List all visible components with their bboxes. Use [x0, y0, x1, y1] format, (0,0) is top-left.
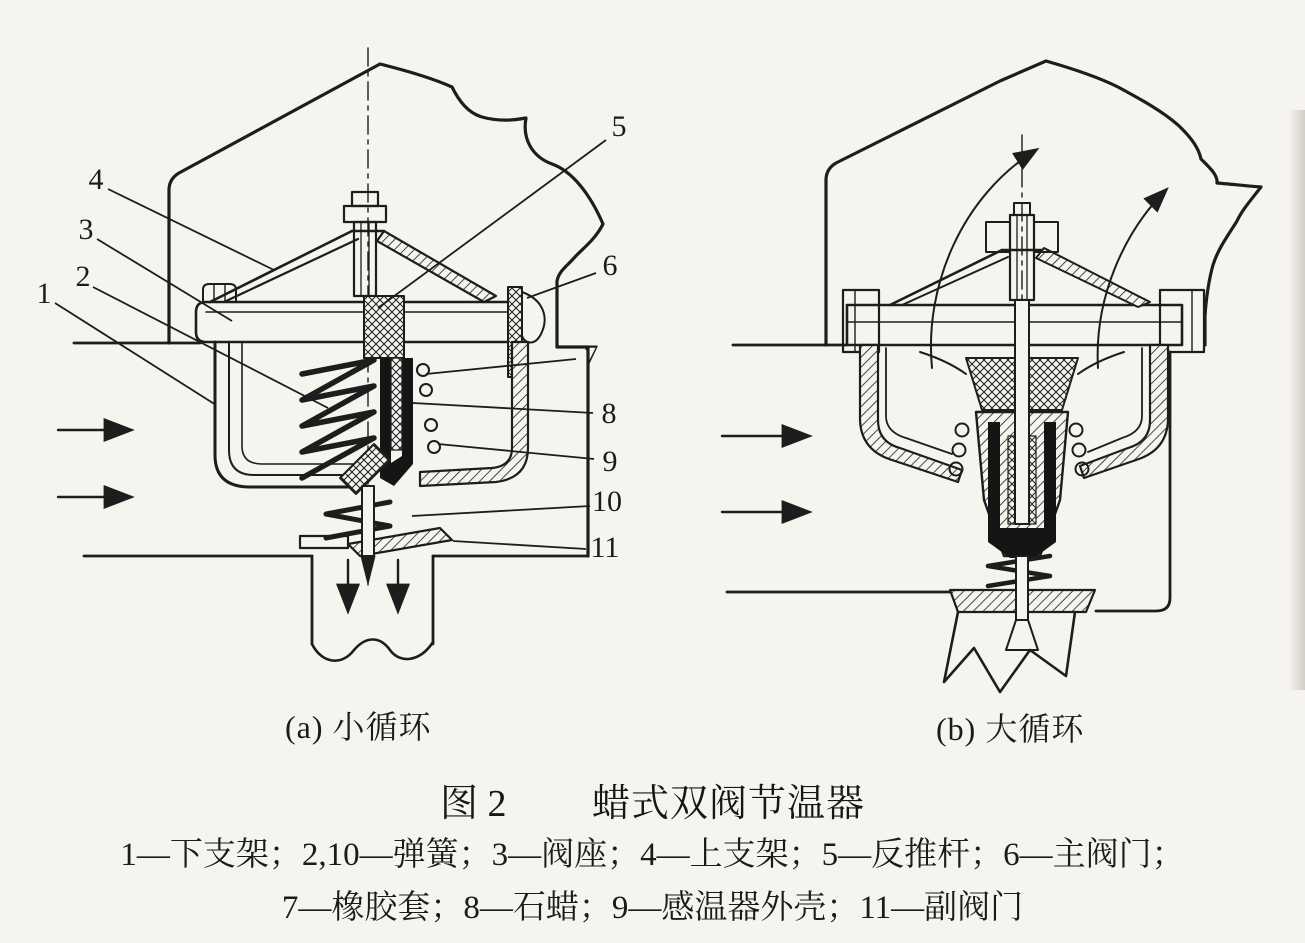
caption-panel-b: (b) 大循环 — [936, 711, 1085, 747]
part-callout-9: 9 — [602, 445, 618, 478]
leader-line-4 — [108, 189, 274, 270]
guide-column-a — [364, 296, 404, 358]
caption-panel-a: (a) 小循环 — [285, 709, 432, 745]
part-callout-10: 10 — [592, 485, 622, 518]
part-callout-5: 5 — [611, 110, 627, 143]
panel-a-drawing — [58, 48, 603, 661]
valve-stem-a — [362, 486, 374, 556]
part-callout-2: 2 — [75, 260, 91, 293]
leader-line-10 — [412, 506, 590, 516]
push-rod-shaft-b — [1015, 300, 1029, 524]
part-callout-8: 8 — [601, 397, 617, 430]
figure-title: 蜡式双阀节温器 — [592, 783, 866, 825]
rubber-sleeve-core-a — [391, 358, 402, 450]
leader-line-7 — [426, 359, 576, 374]
push-rod-bolt-a — [344, 192, 386, 296]
part-callout-4: 4 — [88, 163, 104, 196]
housing-outline-b — [826, 61, 1261, 345]
scan-edge-shadow — [1289, 110, 1305, 690]
leader-line-1 — [55, 303, 216, 405]
leader-line-6 — [527, 273, 596, 298]
bypass-valve-a — [300, 528, 452, 556]
legend-line-2: 7—橡胶套；8—石蜡；9—感温器外壳；11—副阀门 — [281, 890, 1024, 926]
valve-stem-tip-a — [361, 556, 375, 584]
leader-line-5 — [378, 140, 606, 308]
part-callout-7: 7 — [583, 339, 599, 372]
leader-line-3 — [97, 239, 232, 321]
main-flow-arrow-b-2 — [1098, 190, 1166, 368]
leader-line-8 — [413, 403, 593, 413]
valve-stem-b — [1016, 556, 1028, 620]
leader-line-2 — [93, 287, 328, 408]
part-callout-6: 6 — [602, 249, 618, 282]
leader-line-11 — [453, 541, 586, 549]
legend-line-1: 1—下支架；2,10—弹簧；3—阀座；4—上支架；5—反推杆；6—主阀门； — [120, 837, 1185, 873]
part-callout-11: 11 — [590, 531, 620, 564]
sensor-housing-coils-a — [417, 364, 440, 453]
lower-spring-a — [326, 502, 390, 538]
panel-b-drawing — [722, 61, 1261, 692]
valve-seat-a — [196, 302, 512, 342]
bypass-outlet-b — [944, 612, 1075, 692]
part-callout-3: 3 — [78, 213, 94, 246]
figure-title-row — [0, 772, 1305, 825]
part-callout-1: 1 — [36, 277, 52, 310]
bypass-outlet-a — [84, 556, 588, 661]
valve-stem-tip-b — [1006, 620, 1038, 650]
figure-number: 图 2 — [440, 783, 507, 825]
